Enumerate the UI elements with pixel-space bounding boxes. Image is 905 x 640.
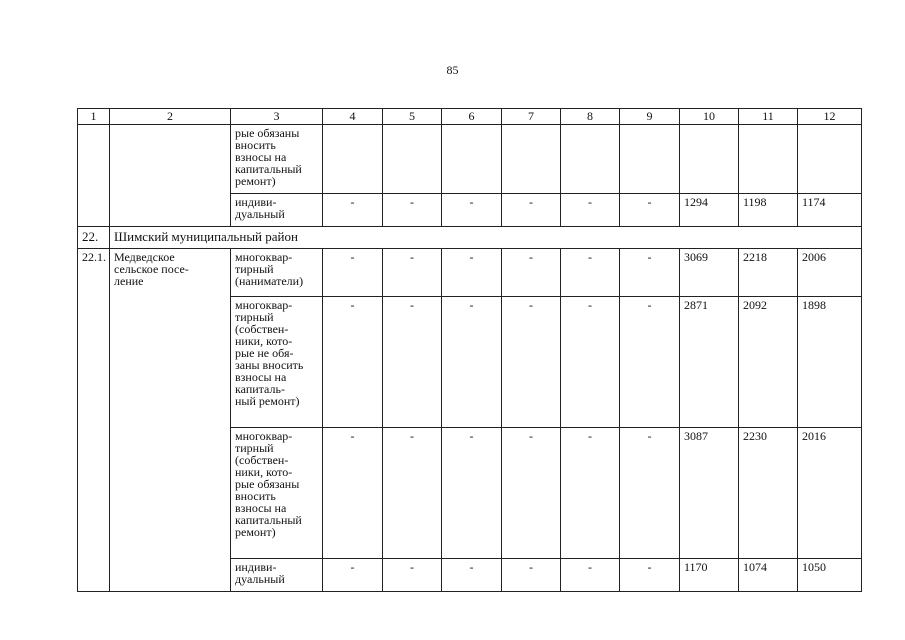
value-cell: - (561, 194, 620, 227)
value-cell (323, 125, 383, 194)
value-cell: - (383, 249, 442, 297)
housing-type-cell: индиви- дуальный (231, 194, 323, 227)
value-cell: - (442, 249, 502, 297)
value-cell: - (620, 428, 680, 559)
value-cell: - (323, 559, 383, 592)
column-header: 1 (78, 109, 110, 125)
column-header: 5 (383, 109, 442, 125)
value-cell: 1198 (739, 194, 798, 227)
page-number: 85 (446, 63, 459, 77)
value-cell: - (442, 428, 502, 559)
table-header-row (78, 109, 862, 125)
value-cell: 3087 (680, 428, 739, 559)
value-cell: 2016 (798, 428, 862, 559)
value-cell: - (502, 297, 561, 428)
value-cell: - (383, 559, 442, 592)
section-row (78, 227, 862, 249)
column-header: 2 (110, 109, 231, 125)
value-cell: - (442, 559, 502, 592)
value-cell: - (323, 297, 383, 428)
value-cell: - (502, 249, 561, 297)
value-cell (383, 125, 442, 194)
value-cell: 2006 (798, 249, 862, 297)
value-cell (680, 125, 739, 194)
value-cell: 1898 (798, 297, 862, 428)
value-cell: - (383, 428, 442, 559)
housing-type-cell: многоквар- тирный (наниматели) (231, 249, 323, 297)
section-title: Шимский муниципальный район (110, 227, 862, 249)
housing-type-cell: многоквар- тирный (собствен- ники, кото- рые обязаны вносить взносы на капитальный ремонт) (231, 428, 323, 559)
value-cell: - (561, 428, 620, 559)
value-cell: 1170 (680, 559, 739, 592)
value-cell: 2230 (739, 428, 798, 559)
value-cell: 2092 (739, 297, 798, 428)
column-header: 3 (231, 109, 323, 125)
value-cell: - (620, 194, 680, 227)
settlement-name: Медведское сельское посе- ление (110, 249, 231, 592)
column-header: 8 (561, 109, 620, 125)
number-cell (78, 125, 110, 227)
table-row (78, 125, 862, 194)
table-row (78, 249, 862, 297)
settlement-number: 22.1. (78, 249, 110, 592)
value-cell: - (502, 428, 561, 559)
value-cell (739, 125, 798, 194)
column-header: 10 (680, 109, 739, 125)
housing-type-cell: индиви- дуальный (231, 559, 323, 592)
value-cell: - (620, 249, 680, 297)
column-header: 9 (620, 109, 680, 125)
value-cell: 2218 (739, 249, 798, 297)
value-cell: 2871 (680, 297, 739, 428)
value-cell: - (442, 194, 502, 227)
value-cell (620, 125, 680, 194)
value-cell (798, 125, 862, 194)
value-cell: - (561, 559, 620, 592)
value-cell: - (383, 297, 442, 428)
value-cell (442, 125, 502, 194)
housing-type-cell: многоквар- тирный (собствен- ники, кото- рые не обя- заны вносить взносы на капиталь- ный ремонт) (231, 297, 323, 428)
value-cell: - (620, 297, 680, 428)
column-header: 12 (798, 109, 862, 125)
column-header: 7 (502, 109, 561, 125)
value-cell: 1174 (798, 194, 862, 227)
column-header: 11 (739, 109, 798, 125)
value-cell: - (502, 194, 561, 227)
value-cell: - (442, 297, 502, 428)
value-cell: 1294 (680, 194, 739, 227)
value-cell: - (561, 249, 620, 297)
housing-type-cell: рые обязаны вносить взносы на капитальный ремонт) (231, 125, 323, 194)
value-cell: - (323, 249, 383, 297)
value-cell: - (323, 194, 383, 227)
settlement-cell (110, 125, 231, 227)
value-cell: - (620, 559, 680, 592)
tariff-table (77, 108, 862, 592)
value-cell: 1074 (739, 559, 798, 592)
value-cell: 1050 (798, 559, 862, 592)
value-cell (561, 125, 620, 194)
section-number: 22. (78, 227, 110, 249)
value-cell (502, 125, 561, 194)
value-cell: - (502, 559, 561, 592)
value-cell: 3069 (680, 249, 739, 297)
column-header: 6 (442, 109, 502, 125)
value-cell: - (561, 297, 620, 428)
value-cell: - (383, 194, 442, 227)
value-cell: - (323, 428, 383, 559)
column-header: 4 (323, 109, 383, 125)
